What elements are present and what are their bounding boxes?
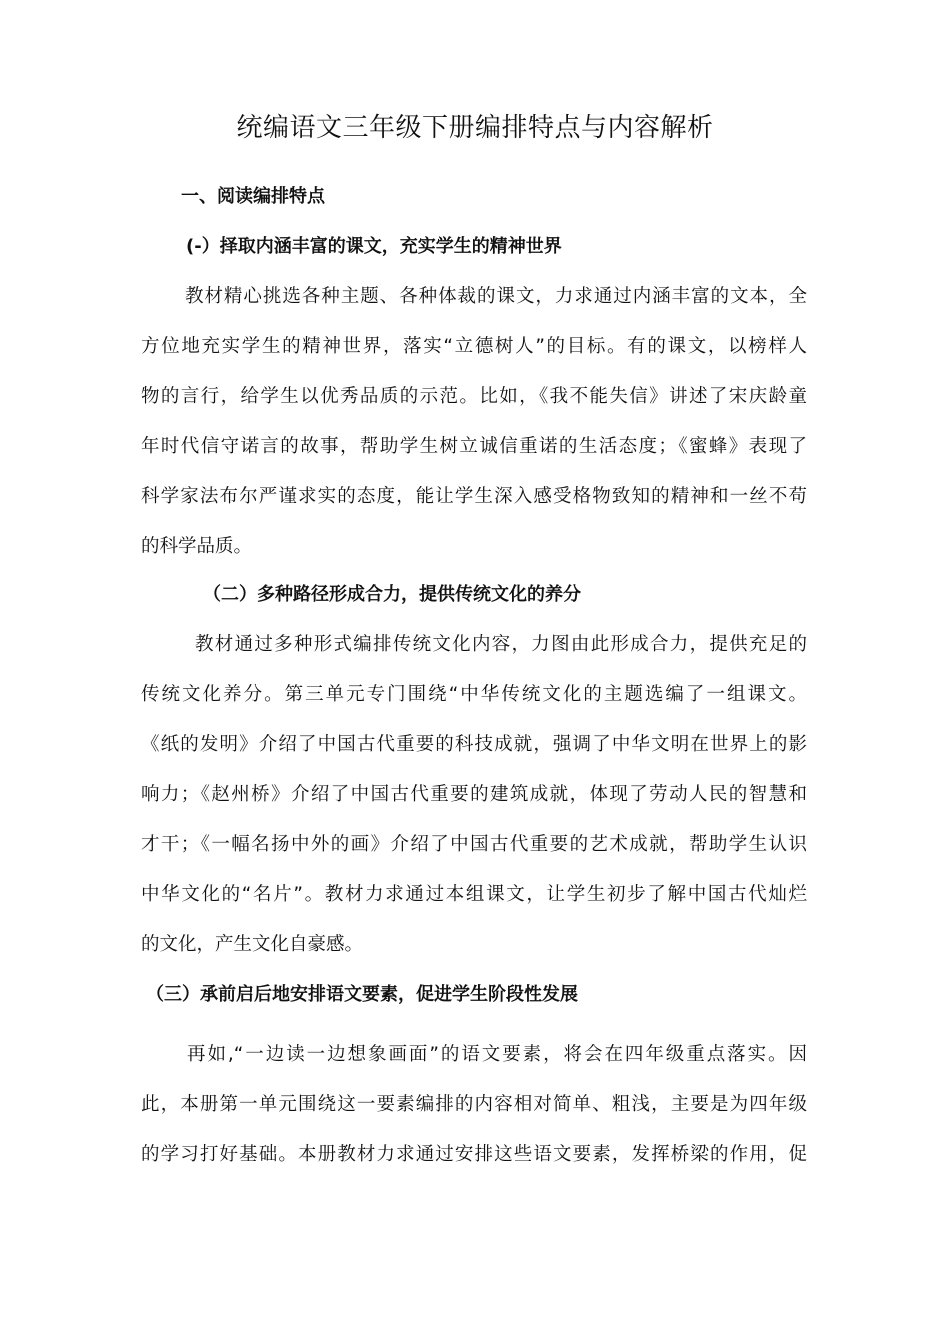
- paragraph-1-line: 年时代信守诺言的故事，帮助学生树立诚信重诺的生活态度；《蜜蜂》表现了: [141, 436, 807, 457]
- document-title: 统编语文三年级下册编排特点与内容解析: [236, 113, 714, 143]
- paragraph-2: [141, 620, 807, 970]
- paragraph-1-line: 科学家法布尔严谨求实的态度，能让学生深入感受格物致知的精神和一丝不苟: [141, 486, 807, 507]
- section-heading-3: （三）承前启后地安排语文要素，促进学生阶段性发展: [146, 984, 578, 1005]
- paragraph-1-line: 的科学品质。: [141, 536, 253, 557]
- section-heading-reading: 一、阅读编排特点: [181, 186, 325, 207]
- paragraph-1-line: 方位地充实学生的精神世界，落实“立德树人”的目标。有的课文，以榜样人: [141, 336, 807, 357]
- section-heading-1: (-）择取内涵丰富的课文，充实学生的精神世界: [186, 236, 562, 257]
- paragraph-2-line: 才干；《一幅名扬中外的画》介绍了中国古代重要的艺术成就，帮助学生认识: [141, 834, 807, 855]
- paragraph-2-line: 《纸的发明》介绍了中国古代重要的科技成就，强调了中华文明在世界上的影: [141, 734, 807, 755]
- paragraph-2-line: 的文化，产生文化自豪感。: [141, 934, 364, 955]
- section-heading-2: （二）多种路径形成合力，提供传统文化的养分: [203, 584, 581, 605]
- paragraph-2-line: 响力；《赵州桥》介绍了中国古代重要的建筑成就，体现了劳动人民的智慧和: [141, 784, 807, 805]
- paragraph-3: [141, 1030, 807, 1180]
- paragraph-2-line: 教材通过多种形式编排传统文化内容，力图由此形成合力，提供充足的: [195, 634, 807, 655]
- paragraph-1-line: 物的言行，给学生以优秀品质的示范。比如，《我不能失信》讲述了宋庆龄童: [141, 386, 807, 407]
- paragraph-1: [141, 272, 807, 572]
- paragraph-3-line: 的学习打好基础。本册教材力求通过安排这些语文要素，发挥桥梁的作用，促: [141, 1144, 807, 1165]
- paragraph-3-line: 再如,“一边读一边想象画面”的语文要素，将会在四年级重点落实。因: [187, 1044, 807, 1065]
- paragraph-1-line: 教材精心挑选各种主题、各种体裁的课文，力求通过内涵丰富的文本，全: [185, 286, 807, 307]
- paragraph-2-line: 中华文化的“名片”。教材力求通过本组课文，让学生初步了解中国古代灿烂: [141, 884, 807, 905]
- paragraph-3-line: 此，本册第一单元围绕这一要素编排的内容相对简单、粗浅，主要是为四年级: [141, 1094, 807, 1115]
- paragraph-2-line: 传统文化养分。第三单元专门围绕“中华传统文化的主题选编了一组课文。: [141, 684, 807, 705]
